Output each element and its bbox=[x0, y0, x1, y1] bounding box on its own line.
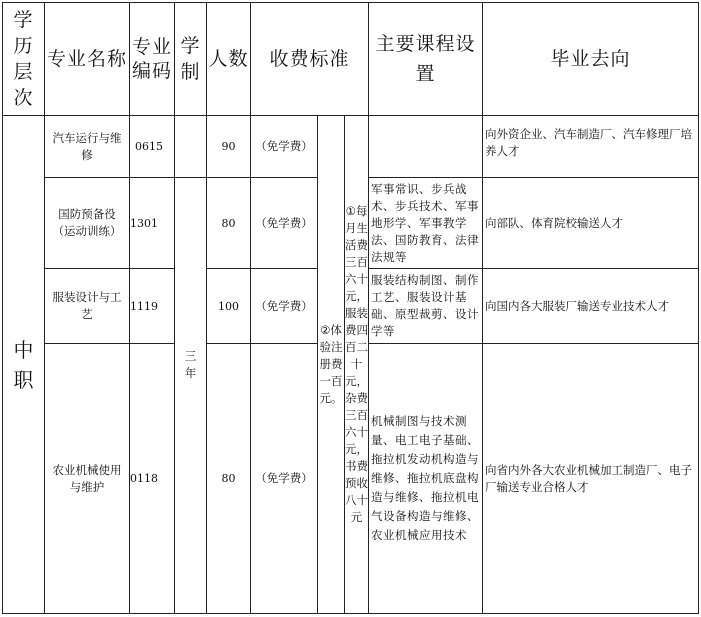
header-level-text: 学历层次 bbox=[13, 9, 34, 109]
fee-detail-1 bbox=[345, 116, 368, 613]
row-4-courses-text: 机械制图与技术测量、电工电子基础、拖拉机发动机构造与维修、拖拉机底盘构造与维修、拖拉机电气设备构造与维修、农业机械应用技术 bbox=[371, 414, 479, 542]
header-destination bbox=[483, 3, 698, 115]
row-1-tuition-text: （免学费） bbox=[255, 139, 313, 153]
row-2-destination-text: 向部队、体育院校输送人才 bbox=[485, 215, 623, 230]
header-fees-text: 收费标准 bbox=[269, 48, 350, 70]
header-duration bbox=[175, 3, 206, 115]
table-row-3-courses bbox=[369, 269, 482, 343]
table-row-2-code bbox=[130, 178, 174, 268]
row-3-count-text: 100 bbox=[218, 299, 239, 313]
level-value bbox=[3, 116, 44, 613]
row-2-tuition-text: （免学费） bbox=[255, 215, 313, 230]
row-3-tuition-text: （免学费） bbox=[255, 298, 313, 313]
row-2-name-text: 国防预备役（运动训练） bbox=[52, 207, 122, 238]
header-destination-text: 毕业去向 bbox=[550, 48, 631, 70]
fee-detail-1-text: ①每月生活费三百六十元，服装费四百二十元，杂费三百六十元，书费预收八十元 bbox=[345, 204, 368, 524]
fee-detail-2 bbox=[318, 116, 344, 613]
table-row-4-destination bbox=[483, 344, 698, 613]
header-major-code-text: 专业编码 bbox=[131, 36, 172, 82]
table-row-4-tuition bbox=[251, 344, 317, 613]
row-4-code-text: 0118 bbox=[130, 472, 158, 485]
header-major-name bbox=[45, 3, 129, 115]
row-2-courses-text: 军事常识、步兵战术、步兵技术、军事地形学、军事教学法、国防教育、法律法规等 bbox=[371, 181, 479, 264]
row-1-count-text: 90 bbox=[221, 140, 236, 153]
table-row-2-destination bbox=[483, 178, 698, 268]
table-row-1-code bbox=[135, 116, 174, 177]
table-row-1-destination bbox=[483, 116, 698, 177]
table-row-2-name bbox=[45, 178, 129, 268]
table-row-3-code bbox=[130, 269, 174, 343]
rule-right bbox=[698, 2, 699, 614]
table-row-3-destination bbox=[483, 269, 698, 343]
row-2-code-text: 1301 bbox=[130, 216, 158, 230]
header-courses-text: 主要课程设置 bbox=[375, 33, 476, 85]
row-4-name-text: 农业机械使用与维护 bbox=[52, 462, 122, 494]
table-row-2-courses bbox=[369, 178, 482, 268]
table-row-4-count bbox=[207, 344, 250, 613]
header-count bbox=[207, 3, 250, 115]
table-row-1-name bbox=[45, 116, 129, 177]
table-row-3-tuition bbox=[251, 269, 317, 343]
table-row-4-courses bbox=[369, 344, 482, 613]
header-count-text: 人数 bbox=[208, 48, 249, 70]
level-value-text: 中职 bbox=[13, 337, 34, 392]
row-4-tuition-text: （免学费） bbox=[255, 471, 313, 485]
table-row-1-tuition bbox=[251, 116, 317, 177]
duration-value bbox=[175, 116, 206, 613]
row-4-count-text: 80 bbox=[221, 472, 236, 485]
row-3-destination-text: 向国内各大服装厂输送专业技术人才 bbox=[485, 298, 669, 313]
row-1-destination-text: 向外资企业、汽车制造厂、汽车修理厂培养人才 bbox=[485, 127, 692, 158]
table-row-2-tuition bbox=[251, 178, 317, 268]
rule-bottom bbox=[2, 613, 699, 614]
table-row-3-count bbox=[207, 269, 250, 343]
header-duration-text: 学制 bbox=[180, 35, 201, 83]
header-fees bbox=[251, 3, 368, 115]
table-row-1-courses bbox=[369, 116, 482, 177]
table-row-4-code bbox=[130, 344, 174, 613]
row-3-code-text: 1119 bbox=[130, 299, 158, 313]
row-3-name-text: 服装设计与工艺 bbox=[52, 290, 122, 321]
fee-detail-2-text: ②体验注册费一百元。 bbox=[319, 323, 343, 405]
header-major-code bbox=[130, 3, 174, 115]
table-row-4-name bbox=[45, 344, 129, 613]
table-row-3-name bbox=[45, 269, 129, 343]
header-major-name-text: 专业名称 bbox=[46, 48, 127, 70]
row-4-destination-text: 向省内外各大农业机械加工制造厂、电子厂输送专业合格人才 bbox=[485, 462, 692, 494]
row-1-name-text: 汽车运行与维修 bbox=[52, 130, 122, 162]
row-3-courses-text: 服装结构制图、制作工艺、服装设计基础、原型裁剪、设计学等 bbox=[371, 273, 479, 338]
row-2-count-text: 80 bbox=[221, 216, 236, 230]
row-1-code-text: 0615 bbox=[135, 140, 163, 153]
table-row-1-count bbox=[207, 116, 250, 177]
duration-value-text: 三年 bbox=[184, 348, 197, 380]
table-row-2-count bbox=[207, 178, 250, 268]
header-courses bbox=[369, 3, 482, 115]
header-level bbox=[3, 3, 44, 115]
